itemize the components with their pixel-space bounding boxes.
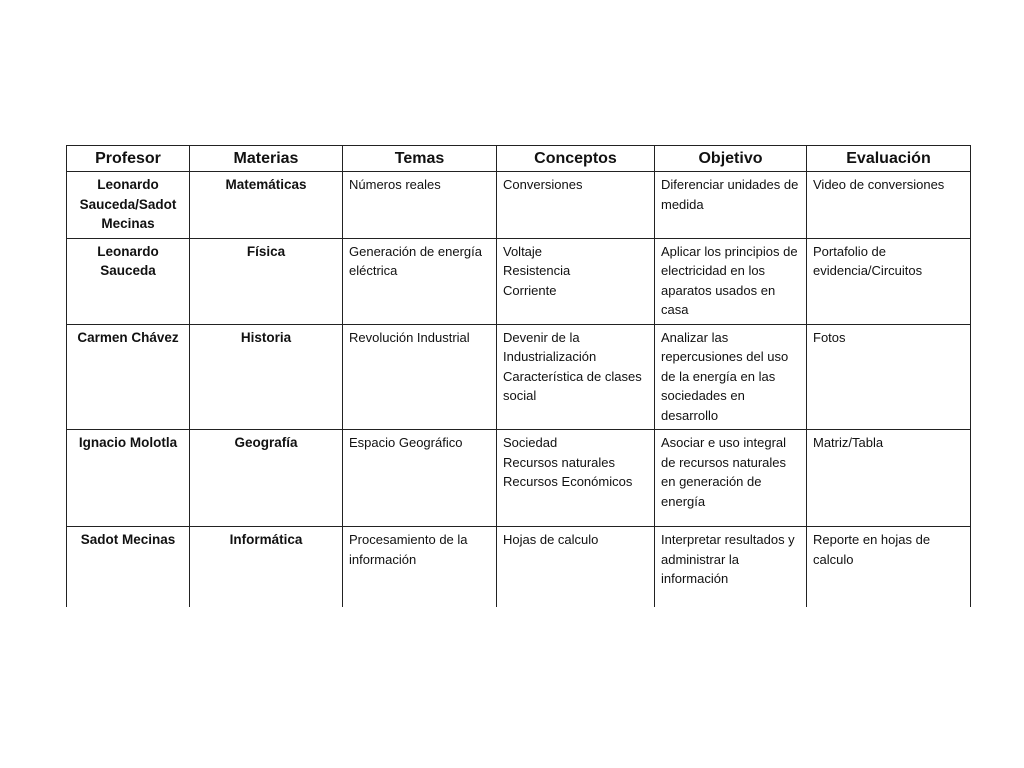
cell-materia: Historia: [190, 324, 343, 430]
cell-temas: Números reales: [343, 172, 497, 239]
cell-materia: Física: [190, 238, 343, 324]
cell-temas: Revolución Industrial: [343, 324, 497, 430]
concepto-item: Característica de clases social: [503, 368, 642, 403]
concepto-item: Hojas de calculo: [503, 532, 599, 547]
header-temas: Temas: [343, 146, 497, 172]
concepto-item: Voltaje: [503, 243, 543, 259]
cell-evaluacion: Portafolio de evidencia/Circuitos: [807, 238, 971, 324]
cell-materia: Geografía: [190, 430, 343, 527]
cell-objetivo: Asociar e uso integral de recursos naturales en generación de energía: [655, 430, 807, 527]
cell-materia: Matemáticas: [190, 172, 343, 239]
cell-evaluacion: Matriz/Tabla: [807, 430, 971, 527]
cell-conceptos: [497, 238, 655, 324]
cell-profesor: Leonardo Sauceda: [67, 238, 190, 324]
concepto-item: Conversiones: [503, 177, 583, 192]
concepto-item: Devenir de la Industrialización: [503, 329, 597, 364]
cell-temas: Espacio Geográfico: [343, 430, 497, 527]
cell-conceptos: [497, 527, 655, 607]
cell-conceptos: [497, 324, 655, 430]
header-materias: Materias: [190, 146, 343, 172]
planning-table: [66, 145, 971, 607]
header-row: [67, 146, 971, 172]
concepto-item: Recursos Económicos: [503, 474, 633, 489]
header-conceptos: Conceptos: [497, 146, 655, 172]
cell-evaluacion: Reporte en hojas de calculo: [807, 527, 971, 607]
cell-conceptos: [497, 172, 655, 239]
cell-objetivo: Diferenciar unidades de medida: [655, 172, 807, 239]
cell-profesor: Carmen Chávez: [67, 324, 190, 430]
cell-materia: Informática: [190, 527, 343, 607]
cell-temas: Procesamiento de la información: [343, 527, 497, 607]
table-row: [67, 527, 971, 607]
table-row: [67, 238, 971, 324]
cell-temas: Generación de energía eléctrica: [343, 238, 497, 324]
cell-profesor: Ignacio Molotla: [67, 430, 190, 527]
cell-profesor: Sadot Mecinas: [67, 527, 190, 607]
cell-profesor: Leonardo Sauceda/Sadot Mecinas: [67, 172, 190, 239]
cell-objetivo: Aplicar los principios de electricidad en los aparatos usados en casa: [655, 238, 807, 324]
cell-objetivo: Interpretar resultados y administrar la información: [655, 527, 807, 607]
concepto-item: Sociedad: [503, 435, 558, 450]
cell-objetivo: Analizar las repercusiones del uso de la energía en las sociedades en desarrollo: [655, 324, 807, 430]
cell-evaluacion: Video de conversiones: [807, 172, 971, 239]
header-evaluacion: Evaluación: [807, 146, 971, 172]
header-objetivo: Objetivo: [655, 146, 807, 172]
concepto-item: Resistencia: [503, 263, 571, 278]
header-profesor: Profesor: [67, 146, 190, 172]
table-row: [67, 172, 971, 239]
cell-conceptos: [497, 430, 655, 527]
cell-evaluacion: Fotos: [807, 324, 971, 430]
concepto-item: Recursos naturales: [503, 454, 615, 470]
concepto-item: Corriente: [503, 282, 557, 298]
table-row: [67, 324, 971, 430]
table-row: [67, 430, 971, 527]
